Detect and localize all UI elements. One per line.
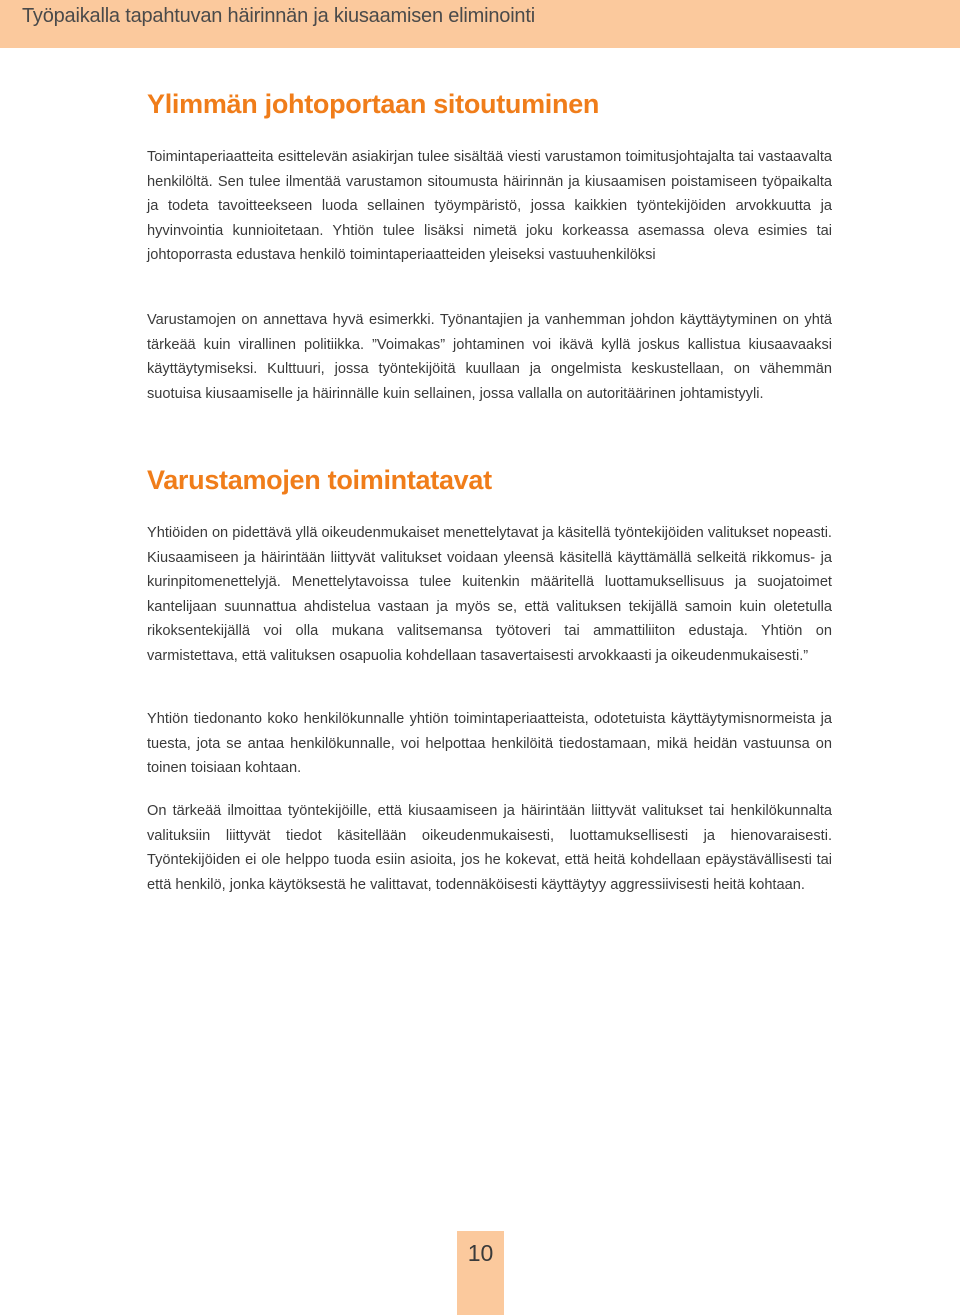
section-heading-commitment: Ylimmän johtoportaan sitoutuminen [147,89,600,119]
section-heading-practices: Varustamojen toimintatavat [147,465,492,495]
header-band [0,0,960,48]
paragraph: Varustamojen on annettava hyvä esimerkki. Työnantajien ja vanhemman johdon käyttäytyminen on yhtä tärkeää kuin virallinen politiikka. ”Voimakas” johtaminen voi ikävä kyllä joskus kallistua kiusaavaaksi käyttäytymiseksi. Kulttuuri, jossa työntekijöitä kuullaan ja ongelmista keskustellaan, on vähemmän suotuisa kiusaamiselle ja häirinnälle kuin sellainen, jossa vallalla on autoritäärinen johtamistyyli. [147,312,832,402]
paragraph: On tärkeää ilmoittaa työntekijöille, että kiusaamiseen ja häirintään liittyvät valitukset tai henkilökunnalta valituksiin liittyvät tiedot käsitellään oikeudenmukaisesti, luottamuksellisesti ja hienovaraisesti. Työntekijöiden ei ole helppo tuoda esiin asioita, jos he kokevat, että heitä kohdellaan epäystävällisesti tai että henkilö, jonka käytöksestä he valittavat, todennäköisesti käyttäytyy aggressiivisesti heitä kohtaan. [147,803,832,893]
page-number: 10 [467,1240,494,1266]
running-header-title: Työpaikalla tapahtuvan häirinnän ja kiusaamisen eliminointi [22,5,535,27]
paragraph: Yhtiöiden on pidettävä yllä oikeudenmukaiset menettelytavat ja käsitellä työntekijöiden valitukset nopeasti. Kiusaamiseen ja häirintään liittyvät valitukset voidaan yleensä käsitellä käyttämällä selkeitä rikkomus- ja kurinpitomenettelyjä. Menettelytavoissa tulee kuitenkin määritellä luottamuksellisuus ja suojatoimet kantelijaan suunnattua ahdistelua vastaan ja myös se, että valituksen tekijällä samoin kuin oletetulla rikoksentekijällä voi olla mukana valitsemansa työtoveri tai ammattiliiton edustaja. Yhtiön on varmistettava, että valituksen osapuolia kohdellaan tasavertaisesti arvokkaasti ja oikeudenmukaisesti.” [147,525,832,664]
page-number-box [457,1231,504,1315]
paragraph: Toimintaperiaatteita esittelevän asiakirjan tulee sisältää viesti varustamon toimitusjohtajalta tai vastaavalta henkilöltä. Sen tulee ilmentää varustamon sitoumusta häirinnän ja kiusaamisen poistamiseen työpaikalta ja todeta tavoitteekseen luoda sellainen työympäristö, jossa kaikkien työntekijöiden arvokkuutta ja hyvinvointia kunnioitetaan. Yhtiön tulee lisäksi nimetä joku korkeassa asemassa oleva esimies tai johtoporrasta edustava henkilö toimintaperiaatteiden yleiseksi vastuuhenkilöksi [147,149,832,263]
paragraph: Yhtiön tiedonanto koko henkilökunnalle yhtiön toimintaperiaatteista, odotetuista käyttäytymisnormeista ja tuesta, jota se antaa henkilökunnalle, voi helpottaa henkilöitä tiedostamaan, mikä heidän vastuunsa on toinen toisiaan kohtaan. [147,711,832,776]
